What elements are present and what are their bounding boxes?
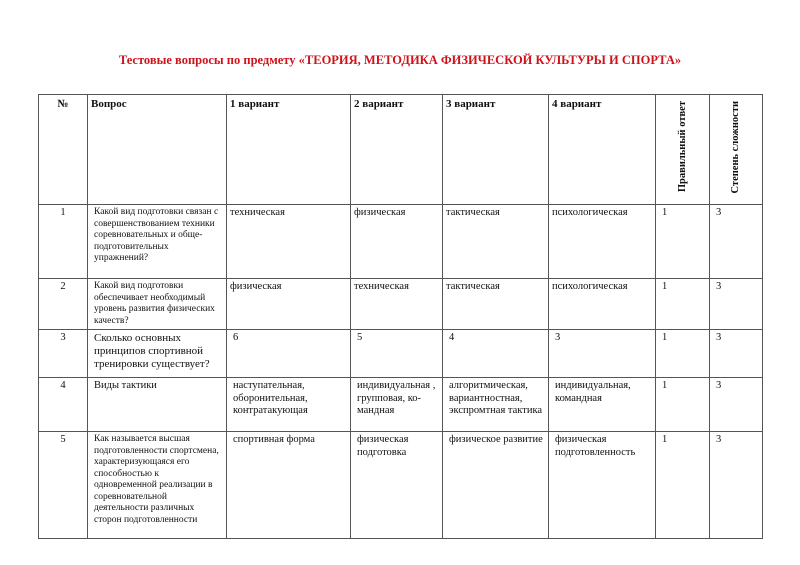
header-row [39, 95, 763, 205]
row-variant-3: тактическая [443, 279, 549, 330]
row-variant-3: 4 [443, 330, 549, 378]
header-difficulty [710, 95, 763, 205]
row-variant-2: 5 [351, 330, 443, 378]
row-num: 5 [39, 432, 88, 539]
row-question: Какой вид подготовки связан с совершенствованием техники соревновательных и обще-подготовительных упражнений? [88, 205, 227, 279]
questions-table [38, 94, 763, 539]
header-question: Вопрос [88, 95, 227, 205]
header-variant-1: 1 вариант [227, 95, 351, 205]
row-variant-2: техническая [351, 279, 443, 330]
header-variant-3: 3 вариант [443, 95, 549, 205]
row-variant-4: психологическая [549, 279, 656, 330]
header-variant-2: 2 вариант [351, 95, 443, 205]
row-variant-2: индивидуальная , групповая, ко-мандная [351, 378, 443, 432]
row-variant-3: физическое развитие [443, 432, 549, 539]
row-variant-4: индивидуальная, командная [549, 378, 656, 432]
row-correct: 1 [656, 432, 710, 539]
row-variant-1: 6 [227, 330, 351, 378]
row-question: Сколько основных принципов спортивной тренировки существует? [88, 330, 227, 378]
row-variant-1: спортивная форма [227, 432, 351, 539]
row-variant-4: психологическая [549, 205, 656, 279]
header-variant-4: 4 вариант [549, 95, 656, 205]
row-num: 4 [39, 378, 88, 432]
table-row [39, 330, 763, 378]
row-variant-2: физическая подготовка [351, 432, 443, 539]
row-variant-1: физическая [227, 279, 351, 330]
row-question: Виды тактики [88, 378, 227, 432]
row-correct: 1 [656, 330, 710, 378]
row-variant-1: наступательная, оборонительная, контратакующая [227, 378, 351, 432]
row-num: 2 [39, 279, 88, 330]
document-title: Тестовые вопросы по предмету «ТЕОРИЯ, МЕТОДИКА ФИЗИЧЕСКОЙ КУЛЬТУРЫ И СПОРТА» [118, 53, 682, 67]
header-correct-answer [656, 95, 710, 205]
row-variant-1: техническая [227, 205, 351, 279]
row-correct: 1 [656, 205, 710, 279]
header-num: № [39, 95, 88, 205]
header-correct-answer-label: Правильный ответ [676, 101, 688, 193]
table-row [39, 205, 763, 279]
row-difficulty: 3 [710, 432, 763, 539]
table-row [39, 378, 763, 432]
row-variant-4: физическая подготовленность [549, 432, 656, 539]
row-variant-3: алгоритмическая, вариантностная, экспромтная тактика [443, 378, 549, 432]
row-correct: 1 [656, 378, 710, 432]
row-difficulty: 3 [710, 378, 763, 432]
header-difficulty-label: Степень сложности [729, 101, 741, 194]
row-variant-4: 3 [549, 330, 656, 378]
table-row [39, 432, 763, 539]
row-variant-3: тактическая [443, 205, 549, 279]
row-num: 3 [39, 330, 88, 378]
row-correct: 1 [656, 279, 710, 330]
row-question: Как называется высшая подготовленности спортсмена, характеризующаяся его способностью к одновременной реализации в соревновательной деятельности различных сторон подготовленности [88, 432, 227, 539]
row-difficulty: 3 [710, 205, 763, 279]
table-row [39, 279, 763, 330]
row-difficulty: 3 [710, 279, 763, 330]
row-difficulty: 3 [710, 330, 763, 378]
row-variant-2: физическая [351, 205, 443, 279]
row-question: Какой вид подготовки обеспечивает необходимый уровень развития физических качеств? [88, 279, 227, 330]
row-num: 1 [39, 205, 88, 279]
